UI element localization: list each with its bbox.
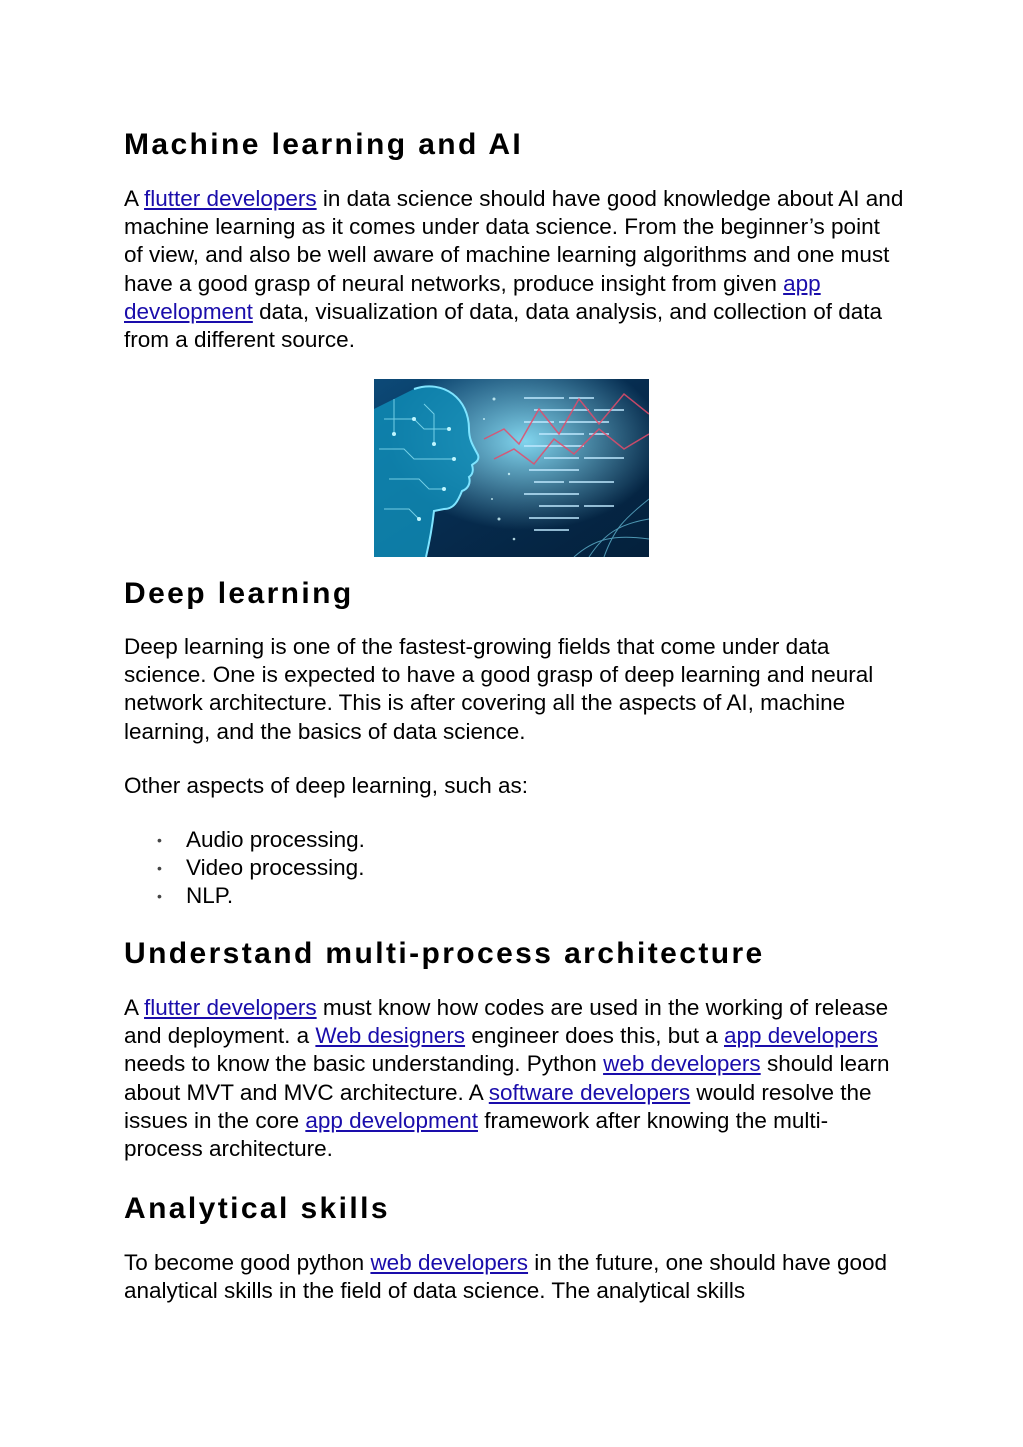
- list-item: [124, 854, 904, 882]
- bullet-icon: •: [157, 832, 162, 848]
- bullet-icon: •: [157, 860, 162, 877]
- link-flutter-developers[interactable]: flutter developers: [144, 186, 317, 211]
- link-flutter-developers[interactable]: flutter developers: [144, 995, 317, 1020]
- paragraph-other-aspects: Other aspects of deep learning, such as:: [124, 773, 528, 798]
- link-app-development[interactable]: app development: [305, 1107, 478, 1133]
- list-item-text: Audio processing.: [186, 827, 365, 852]
- text-run: To become good python: [124, 1250, 371, 1275]
- link-app-development[interactable]: app development: [124, 270, 821, 324]
- list-item-text: NLP.: [186, 883, 234, 909]
- text-run: framework after knowing the multi-process architecture.: [124, 1107, 829, 1162]
- text-run: in data science should have good knowledge about AI and machine learning as it comes under data science. From the beginner’s point of view, and also be well aware of machine learning algorithms and one must have a good grasp of neural networks, produce insight from given: [124, 186, 904, 296]
- heading-multi-process-architecture: Understand multi-process architecture: [124, 937, 765, 970]
- paragraph-deep-learning: Deep learning is one of the fastest-growing fields that come under data science. One is expected to have a good grasp of deep learning and neural network architecture. This is after covering all the aspects of AI, machine learning, and the basics of data science.: [124, 634, 874, 744]
- text-run: A: [124, 186, 145, 211]
- text-run: would resolve the issues in the core: [124, 1079, 872, 1133]
- text-run: should learn about MVT and MVC architecture. A: [124, 1051, 890, 1105]
- heading-analytical-skills: Analytical skills: [124, 1192, 390, 1225]
- link-web-designers[interactable]: Web designers: [315, 1023, 466, 1049]
- text-run: in the future, one should have good analytical skills in the field of data science. The analytical skills: [124, 1250, 888, 1304]
- text-run: must know how codes are used in the working of release and deployment. a: [124, 995, 889, 1049]
- list-item-text: Video processing.: [186, 855, 365, 881]
- list-item: [124, 882, 904, 910]
- text-run: engineer does this, but a: [465, 1023, 724, 1049]
- list-item: [124, 826, 904, 854]
- bullet-icon: •: [157, 888, 162, 905]
- paragraph-analytical-skills: [124, 1249, 904, 1305]
- link-software-developers[interactable]: software developers: [488, 1079, 691, 1105]
- heading-deep-learning: Deep learning: [124, 577, 354, 610]
- deep-learning-list: [124, 826, 904, 911]
- ai-face-code-image: [374, 379, 649, 557]
- link-web-developers[interactable]: web developers: [370, 1250, 529, 1275]
- link-web-developers[interactable]: web developers: [603, 1051, 761, 1077]
- paragraph-multi-process: [124, 994, 904, 1163]
- link-app-developers[interactable]: app developers: [724, 1023, 878, 1049]
- text-run: needs to know the basic understanding. Python: [124, 1051, 604, 1077]
- text-run: A: [124, 995, 145, 1020]
- heading-machine-learning: Machine learning and AI: [124, 128, 524, 161]
- paragraph-machine-learning: [124, 185, 904, 354]
- text-run: data, visualization of data, data analysis, and collection of data from a different source.: [124, 298, 882, 353]
